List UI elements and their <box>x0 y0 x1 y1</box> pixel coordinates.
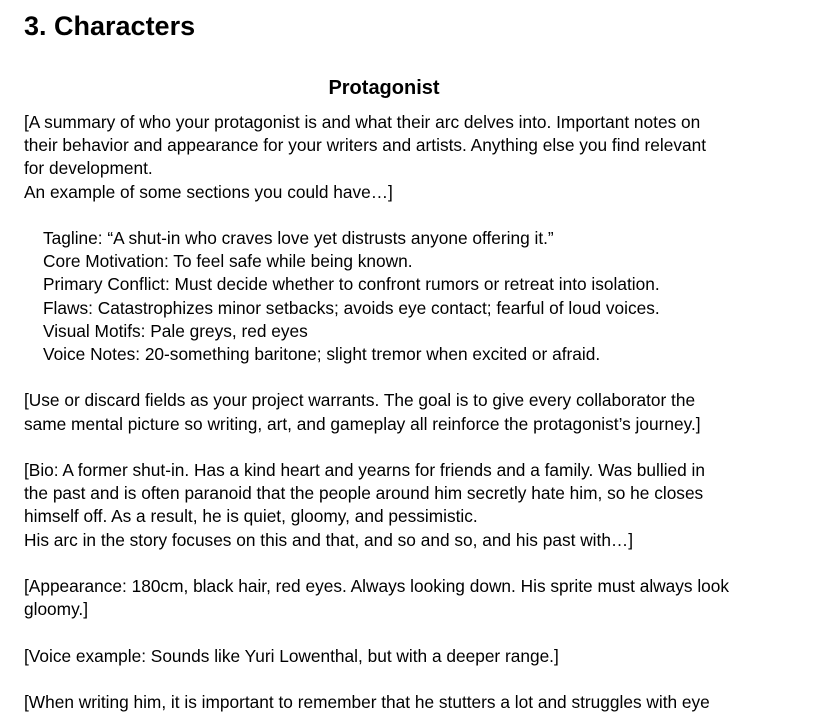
bio-line: himself off. As a result, he is quiet, gloomy, and pessimistic. <box>24 506 478 527</box>
summary-paragraph <box>24 111 804 204</box>
character-body <box>24 111 804 714</box>
field-tagline: Tagline: “A shut-in who craves love yet distrusts anyone offering it.” <box>43 228 554 248</box>
section-title: 3. Characters <box>24 11 196 41</box>
paragraph-gap <box>24 436 804 459</box>
field-core-motivation: Core Motivation: To feel safe while being known. <box>43 251 413 272</box>
field-primary-conflict: Primary Conflict: Must decide whether to confront rumors or retreat into isolation. <box>43 274 660 295</box>
voice-example-paragraph <box>24 645 804 668</box>
field-list <box>24 227 804 366</box>
summary-line: their behavior and appearance for your writers and artists. Anything else you find relevant <box>24 135 707 156</box>
summary-line: An example of some sections you could have…] <box>24 181 393 202</box>
appearance-line: gloomy.] <box>24 599 89 620</box>
bio-line: the past and is often paranoid that the people around him secretly hate him, so he closes <box>24 483 704 504</box>
paragraph-gap <box>24 366 804 389</box>
usage-note-line: [Use or discard fields as your project warrants. The goal is to give every collaborator the <box>24 390 696 411</box>
paragraph-gap <box>24 668 804 691</box>
summary-line: for development. <box>24 158 153 179</box>
bio-line: His arc in the story focuses on this and that, and so and so, and his past with…] <box>24 529 634 550</box>
bio-paragraph <box>24 459 804 552</box>
appearance-line: [Appearance: 180cm, black hair, red eyes. Always looking down. His sprite must always look <box>24 576 730 596</box>
summary-line: [A summary of who your protagonist is and what their arc delves into. Important notes on <box>24 112 701 132</box>
paragraph-gap <box>24 204 804 227</box>
field-flaws: Flaws: Catastrophizes minor setbacks; avoids eye contact; fearful of loud voices. <box>43 297 660 318</box>
paragraph-gap <box>24 621 804 644</box>
usage-note-paragraph <box>24 389 804 435</box>
field-visual-motifs: Visual Motifs: Pale greys, red eyes <box>43 320 308 341</box>
writing-note-line: [When writing him, it is important to remember that he stutters a lot and struggles with eye <box>24 691 710 712</box>
character-subheading: Protagonist <box>328 77 440 99</box>
voice-example-line: [Voice example: Sounds like Yuri Lowenthal, but with a deeper range.] <box>24 645 559 666</box>
usage-note-line: same mental picture so writing, art, and gameplay all reinforce the protagonist’s journey.] <box>24 413 701 434</box>
paragraph-gap <box>24 552 804 575</box>
appearance-paragraph <box>24 575 804 621</box>
bio-line: [Bio: A former shut-in. Has a kind heart and yearns for friends and a family. Was bullied in <box>24 460 706 480</box>
field-voice-notes: Voice Notes: 20-something baritone; slight tremor when excited or afraid. <box>43 344 601 365</box>
writing-note-paragraph <box>24 691 804 714</box>
